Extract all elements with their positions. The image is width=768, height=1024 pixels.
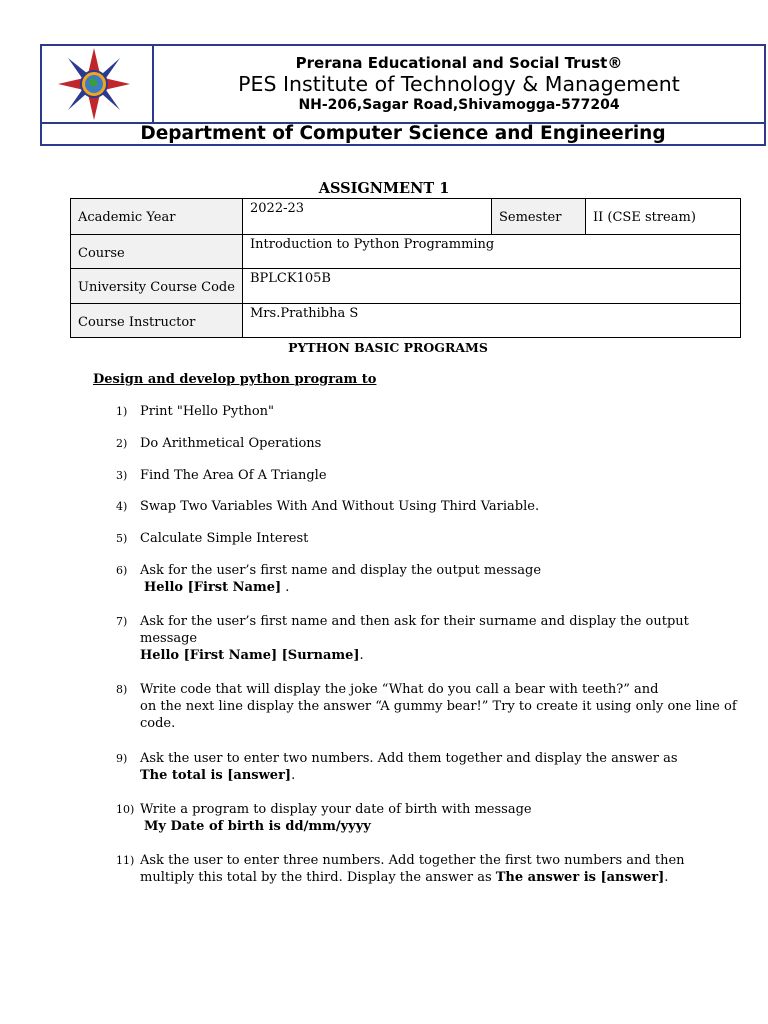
course-code-value: BPLCK105B	[243, 269, 741, 304]
list-item	[116, 852, 685, 886]
item-bold: Hello [First Name] [Surname]	[140, 648, 360, 663]
institute-logo-icon	[56, 48, 132, 120]
item-bold: The total is [answer]	[140, 768, 292, 783]
item-line: message	[140, 631, 198, 646]
item-line: code.	[140, 716, 176, 731]
item-text	[140, 852, 685, 886]
list-item	[116, 403, 274, 420]
item-number: 6)	[116, 564, 128, 577]
institute-name: PES Institute of Technology & Management	[238, 72, 680, 96]
letterhead-top	[42, 46, 764, 124]
item-number: 2)	[116, 437, 128, 450]
item-number: 1)	[116, 405, 128, 418]
intro-text: Design and develop python program to	[93, 372, 377, 387]
item-bold: Hello [First Name]	[144, 580, 282, 595]
letterhead	[40, 44, 766, 146]
trust-name: Prerana Educational and Social Trust®	[295, 54, 623, 72]
item-text	[140, 562, 541, 596]
department-name: Department of Computer Science and Engineering	[140, 123, 666, 144]
item-suffix: .	[664, 870, 669, 885]
item-line: Ask for the user’s first name and display the output message	[140, 563, 542, 578]
item-line: multiply this total by the third. Display the answer as	[140, 870, 496, 885]
academic-year-value: 2022-23	[243, 199, 492, 235]
item-bold: My Date of birth is dd/mm/yyyy	[144, 819, 371, 834]
table-row	[71, 304, 741, 338]
item-suffix: .	[281, 580, 290, 595]
item-number: 8)	[116, 683, 128, 696]
table-row	[71, 235, 741, 269]
item-number: 3)	[116, 469, 128, 482]
item-number: 9)	[116, 752, 128, 765]
semester-value: II (CSE stream)	[586, 199, 741, 235]
table-row	[71, 199, 741, 235]
list-item	[116, 750, 678, 784]
item-line: Ask the user to enter three numbers. Add together the first two numbers and then	[140, 853, 685, 868]
item-number: 10)	[116, 803, 135, 816]
list-item	[116, 467, 327, 484]
list-item	[116, 801, 532, 835]
institute-address: NH-206,Sagar Road,Shivamogga-577204	[298, 97, 620, 113]
item-text: Find The Area Of A Triangle	[140, 468, 327, 483]
list-item	[116, 498, 539, 515]
semester-label: Semester	[492, 199, 586, 235]
list-item	[116, 613, 689, 664]
item-text: Calculate Simple Interest	[140, 531, 309, 546]
course-label: Course	[71, 235, 243, 269]
item-line	[140, 580, 289, 595]
list-item	[116, 562, 541, 596]
list-item	[116, 435, 321, 452]
instructor-value: Mrs.Prathibha S	[243, 304, 741, 338]
list-item	[116, 681, 737, 732]
item-number: 4)	[116, 500, 128, 513]
item-text: Print "Hello Python"	[140, 404, 274, 419]
course-info-table	[70, 198, 741, 338]
item-line: Ask the user to enter two numbers. Add them together and display the answer as	[140, 751, 678, 766]
academic-year-label: Academic Year	[71, 199, 243, 235]
item-text	[140, 801, 532, 835]
item-text	[140, 613, 689, 664]
item-suffix: .	[291, 768, 296, 783]
item-number: 5)	[116, 532, 128, 545]
item-number: 11)	[116, 854, 135, 867]
item-suffix: .	[359, 648, 364, 663]
list-item	[116, 530, 308, 547]
item-text: Do Arithmetical Operations	[140, 436, 322, 451]
item-line: Ask for the user’s first name and then ask for their surname and display the output	[140, 614, 689, 629]
section-title: PYTHON BASIC PROGRAMS	[288, 340, 488, 355]
item-line: Write a program to display your date of birth with message	[140, 802, 532, 817]
course-value: Introduction to Python Programming	[243, 235, 741, 269]
logo-box	[42, 46, 154, 122]
assignment-title: ASSIGNMENT 1	[318, 180, 450, 197]
instructor-label: Course Instructor	[71, 304, 243, 338]
item-line: on the next line display the answer “A gummy bear!” Try to create it using only one line of	[140, 699, 737, 714]
item-text	[140, 750, 678, 784]
table-row	[71, 269, 741, 304]
item-text	[140, 681, 737, 732]
item-number: 7)	[116, 615, 128, 628]
course-code-label: University Course Code	[71, 269, 243, 304]
item-text: Swap Two Variables With And Without Using Third Variable.	[140, 499, 540, 514]
item-line: Write code that will display the joke “What do you call a bear with teeth?” and	[140, 682, 659, 697]
item-bold: The answer is [answer]	[495, 870, 665, 885]
